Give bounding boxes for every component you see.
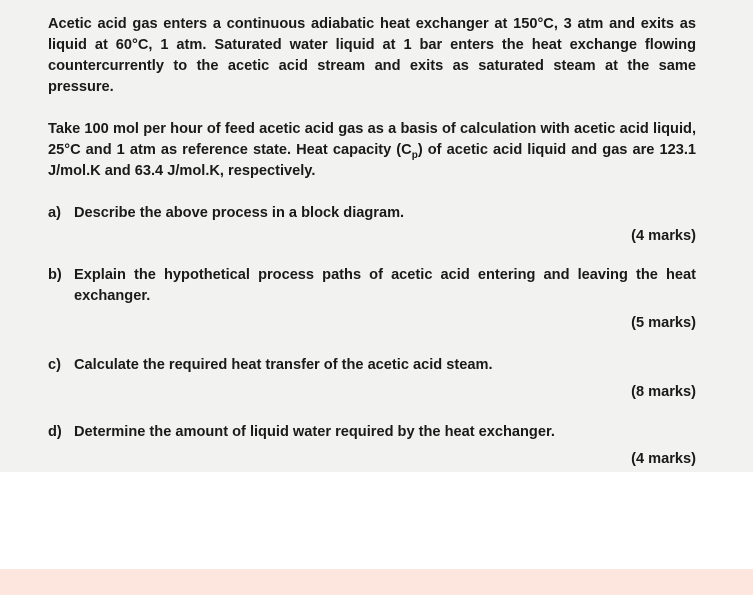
question-a-marks: (4 marks)	[631, 228, 696, 244]
question-c	[48, 355, 696, 376]
intro-paragraph-2-end: ) of acetic acid liquid and gas are 123.1 J/mol.K and 63.4 J/mol.K, respectively.	[48, 142, 696, 179]
question-a-label: a)	[48, 205, 61, 221]
question-d-label: d)	[48, 424, 62, 440]
question-a	[48, 203, 696, 224]
question-b-label: b)	[48, 267, 62, 283]
question-b-text: Explain the hypothetical process paths of acetic acid entering and leaving the heat exchanger.	[74, 267, 696, 304]
intro-paragraph-2	[48, 119, 696, 182]
question-c-text: Calculate the required heat transfer of the acetic acid steam.	[74, 357, 493, 373]
question-d-text: Determine the amount of liquid water required by the heat exchanger.	[74, 424, 555, 440]
question-a-text: Describe the above process in a block diagram.	[74, 205, 405, 221]
question-b-marks: (5 marks)	[631, 315, 696, 331]
intro-paragraph-2-start: Take 100 mol per hour of feed acetic acid gas as a basis of calculation with acetic acid liquid, 25°C and 1 atm as reference state. Heat capacity (C	[48, 121, 696, 158]
question-b	[48, 265, 696, 307]
question-c-label: c)	[48, 357, 61, 373]
question-d-marks: (4 marks)	[631, 451, 696, 467]
question-d	[48, 422, 696, 443]
intro-paragraph-1: Acetic acid gas enters a continuous adiabatic heat exchanger at 150°C, 3 atm and exits as liquid at 60°C, 1 atm. Saturated water liquid at 1 bar enters the heat exchange flowing countercurrently to the acetic acid stream and exits as saturated steam at the same pressure.	[48, 16, 696, 95]
cp-subscript: p	[411, 149, 418, 161]
document-content	[48, 14, 696, 470]
bottom-band	[0, 569, 753, 595]
question-c-marks: (8 marks)	[631, 384, 696, 400]
